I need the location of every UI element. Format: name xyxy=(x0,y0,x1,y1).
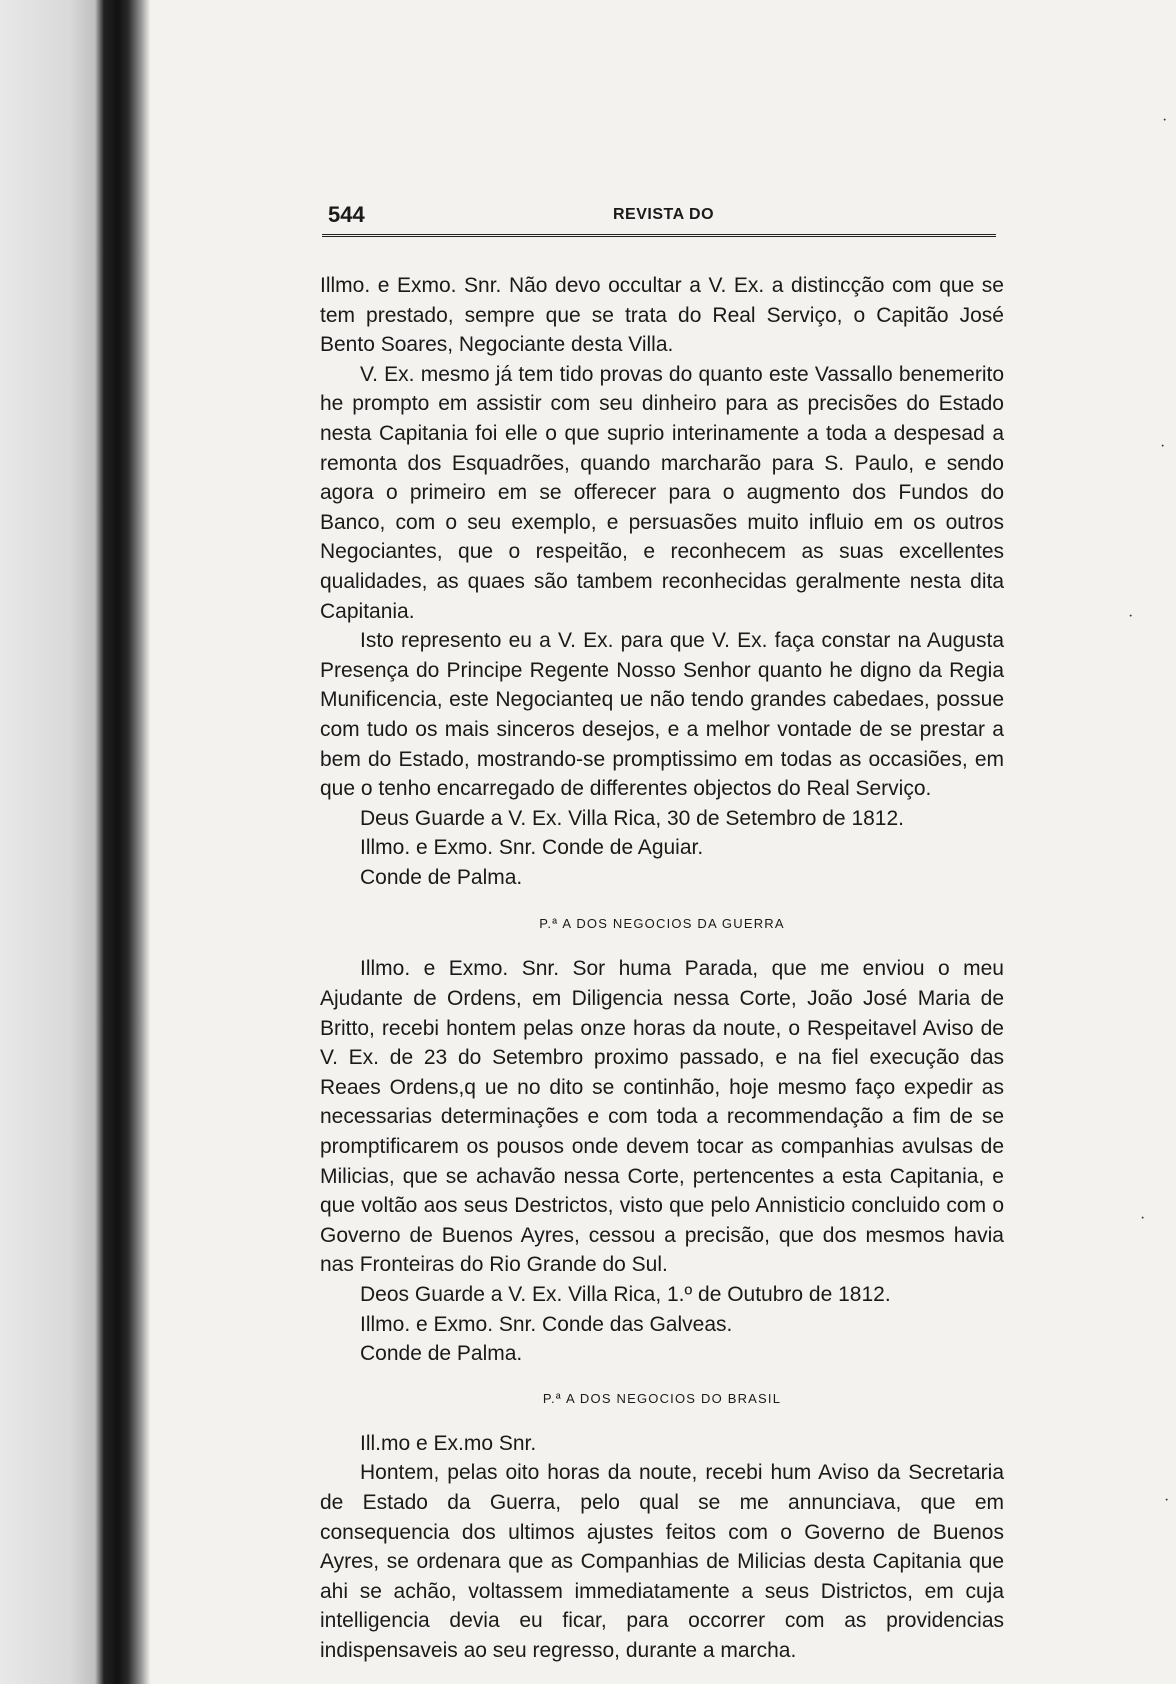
letter1-paragraph: Isto represento eu a V. Ex. para que V. Ex. faça constar na Augusta Presença do Principe Regente Nosso Senhor quanto he digno da Regia Munificencia, este Negocianteq ue não tendo grandes cabedaes, possue com tudo os mais sinceros desejos, e a melhor vontade de se prestar a bem do Estado, mostrando-se promptissimo em todas as occasiões, em que o tenho encarregado de differentes objectos do Real Serviço. xyxy=(320,629,1004,801)
letter3-paragraph: Hontem, pelas oito horas da noute, recebi hum Aviso da Secretaria de Estado da Guerra, pelo qual se me annunciava, que em consequencia dos ultimos ajustes feitos com o Governo de Buenos Ayres, se ordenara que as Companhias de Milicias desta Capitania que ahi se achão, voltassem immediatamente a seus Districtos, em cuja intelligencia devia eu ficar, para occorrer com as providencias indispensaveis ao seu regresso, durante a marcha. xyxy=(320,1461,1004,1662)
page-header xyxy=(320,198,1000,228)
margin-speck: · xyxy=(1140,1210,1146,1227)
section-heading-brasil: P.ª A DOS NEGOCIOS DO BRASIL xyxy=(542,1390,782,1406)
margin-speck: · xyxy=(1162,112,1168,129)
letter2-paragraph: Illmo. e Exmo. Snr. Sor huma Parada, que me enviou o meu Ajudante de Ordens, em Diligencia nessa Corte, João José Maria de Britto, recebi hontem pelas onze horas da noute, o Respeitavel Aviso de V. Ex. de 23 do Setembro proximo passado, e na fiel execução das Reaes Ordens,q ue no dito se continhão, hoje mesmo faço expedir as necessarias determinações e com toda a recommendação a fim de se promptificarem os pousos onde devem tocar as companhias avulsas de Milicias, que se achavão nessa Corte, pertencentes a esta Capitania, e que voltão aos seus Destrictos, visto que pelo Annisticio concluido com o Governo de Buenos Ayres, cessou a precisão, que dos mesmos havia nas Fronteiras do Rio Grande do Sul. xyxy=(320,957,1004,1277)
section-heading-guerra: P.ª A DOS NEGOCIOS DA GUERRA xyxy=(539,916,785,932)
letter2-closing: Deos Guarde a V. Ex. Villa Rica, 1.º de Outubro de 1812. xyxy=(360,1283,891,1306)
letter3-salutation: Ill.mo e Ex.mo Snr. xyxy=(360,1431,537,1455)
letter1-addressee: Illmo. e Exmo. Snr. Conde de Aguiar. xyxy=(360,836,704,860)
margin-speck: · xyxy=(1164,1492,1170,1509)
page-body xyxy=(320,271,1004,1666)
header-rule xyxy=(322,234,996,237)
letter1-paragraph: Illmo. e Exmo. Snr. Não devo occultar a V. Ex. a distincção com que se tem prestado, sempre que se trata do Real Serviço, o Capitão José Bento Soares, Negociante desta Villa. xyxy=(320,274,1004,357)
letter2-addressee: Illmo. e Exmo. Snr. Conde das Galveas. xyxy=(360,1312,733,1336)
margin-speck: · xyxy=(1160,438,1166,455)
page-number: 544 xyxy=(328,202,365,227)
book-binding-gutter xyxy=(0,0,150,1684)
letter1-paragraph: V. Ex. mesmo já tem tido provas do quanto este Vassallo benemerito he prompto em assistir com seu dinheiro para as precisões do Estado nesta Capitania foi elle o que suprio interinamente a toda a despesad a remonta dos Esquadrões, quando marcharão para S. Paulo, e sendo agora o primeiro em se offerecer para o augmento dos Fundos do Banco, com o seu exemplo, e persuasões muito influio em os outros Negociantes, que o respeitão, e reconhecem as suas excellentes qualidades, as quaes são tambem reconhecidas geralmente nesta dita Capitania. xyxy=(320,362,1004,623)
letter2-signature: Conde de Palma. xyxy=(360,1342,523,1366)
letter1-closing: Deus Guarde a V. Ex. Villa Rica, 30 de Setembro de 1812. xyxy=(360,806,905,830)
letter1-signature: Conde de Palma. xyxy=(360,865,523,889)
running-title: REVISTA DO xyxy=(613,206,715,223)
margin-speck: · xyxy=(1128,608,1134,625)
